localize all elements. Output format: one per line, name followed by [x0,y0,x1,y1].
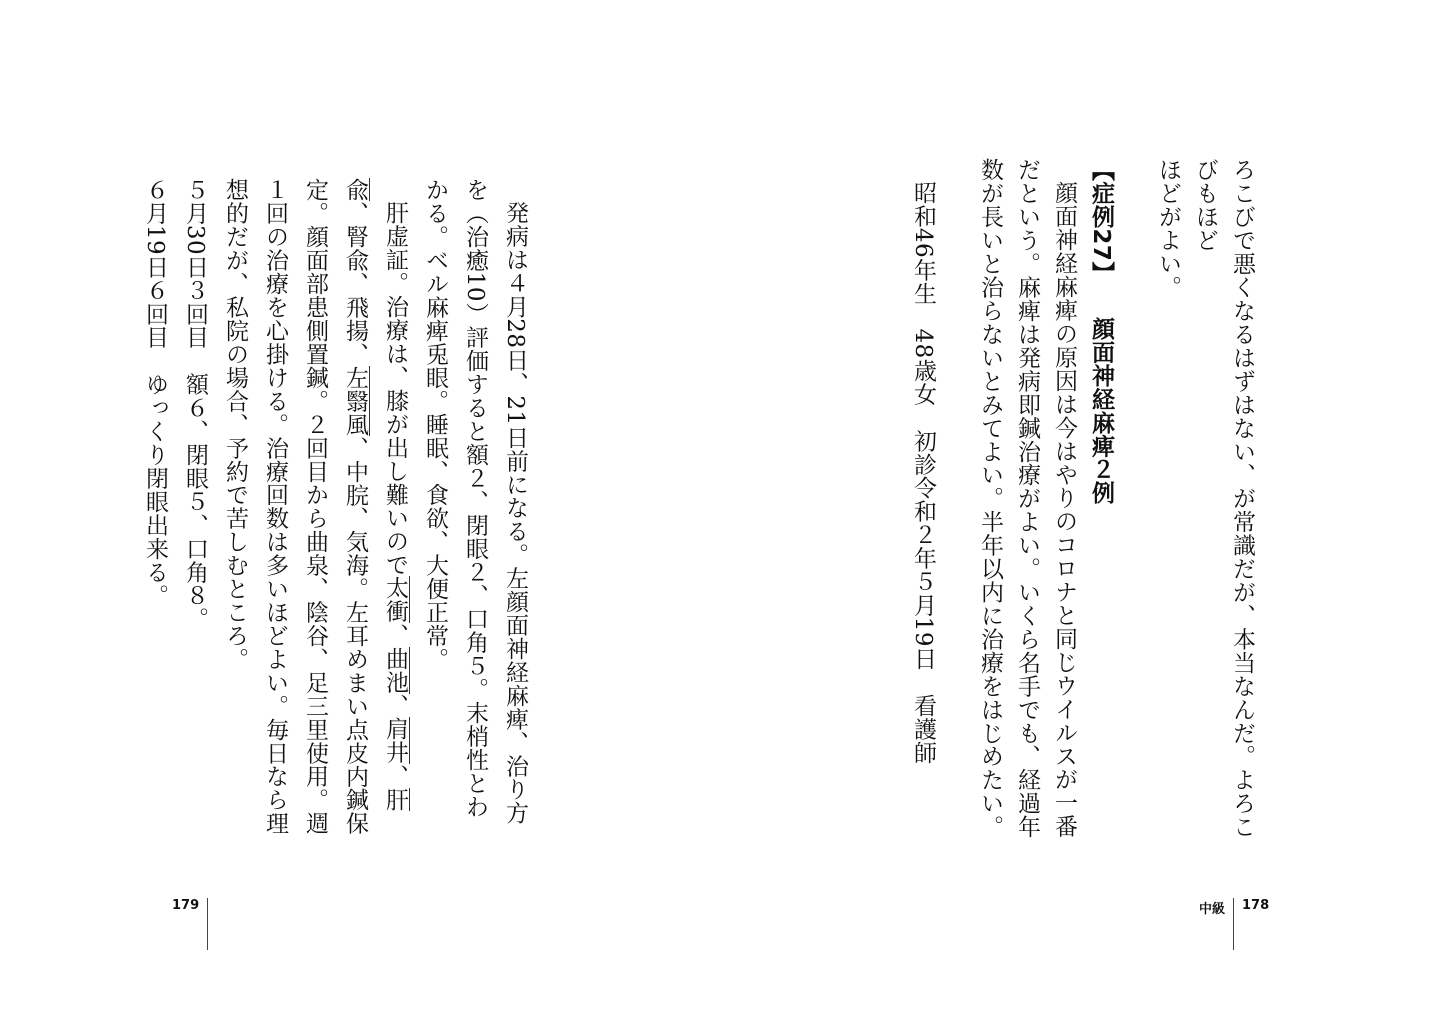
spacer [941,158,971,858]
right-page-text [904,158,1260,858]
acupoint-3: 肩井 [382,717,408,765]
onset-paragraph: 発病は４月28日、21日前になる。左顔面神経麻痺、治り方を（治癒10）評価すると額２、閉眼２、口角５。末梢性とわかる。ベル麻痺兎眼。睡眠、食欲、大便正常。 [422,178,528,825]
continuation-line-2: ほどがよい。 [1155,158,1181,299]
acupoint-5: 左翳風 [342,365,368,437]
case-label: 症例27 [1088,181,1114,262]
section-label: 中級 [1199,902,1226,917]
case-title: 顔面神経麻痺２例 [1088,316,1114,505]
page-number-right: 178 [1242,898,1270,913]
progress-line-2: ６月19日６回目 ゆっくり閉眼出来る。 [142,178,168,608]
acupoint-2: 曲池 [382,646,408,694]
intro-paragraph: 顔面神経麻痺の原因は今はやりのコロナと同じウイルスが一番だという。麻痺は発病即鍼治療がよい。いくら名手でも、経過年数が長いと治らないとみてよい。半年以内に治療をはじめたい。 [977,158,1077,839]
folio-right [1199,898,1269,950]
patient-info: 昭和46年生 48歳女 初診令和２年５月19日 看護師 [910,181,936,765]
folio-left [172,898,208,950]
case-heading: 【症例27】 顔面神経麻痺２例 [1088,158,1114,505]
progress-line-1: ５月30日３回目 額６、閉眼５、口角８。 [182,178,208,631]
folio-rule [1233,898,1234,950]
continuation-line-1: ろこびで悪くなるはずはない、が常識だが、本当なんだ。よろこびもほど [1192,158,1255,839]
folio-rule [207,898,208,950]
page-number-left: 179 [172,898,200,913]
treatment-paragraph: 肝虚証。治療は、膝が出し難いので太衝、曲池、肩井、肝兪、腎兪、飛揚、左翳風、中脘、気海。左耳めまい点皮内鍼保定。顔面部患側置鍼。２回目から曲泉、陰谷、足三里使用。週１回の治療を心掛ける。治療回数は多いほどよい。毎日なら理想的だが、私院の場合、予約で苦しむところ。 [222,178,408,835]
acupoint-1: 太衝 [382,576,408,624]
left-page-text [135,178,535,838]
spacer [1119,158,1149,858]
acupoint-4: 肝兪 [342,178,408,812]
